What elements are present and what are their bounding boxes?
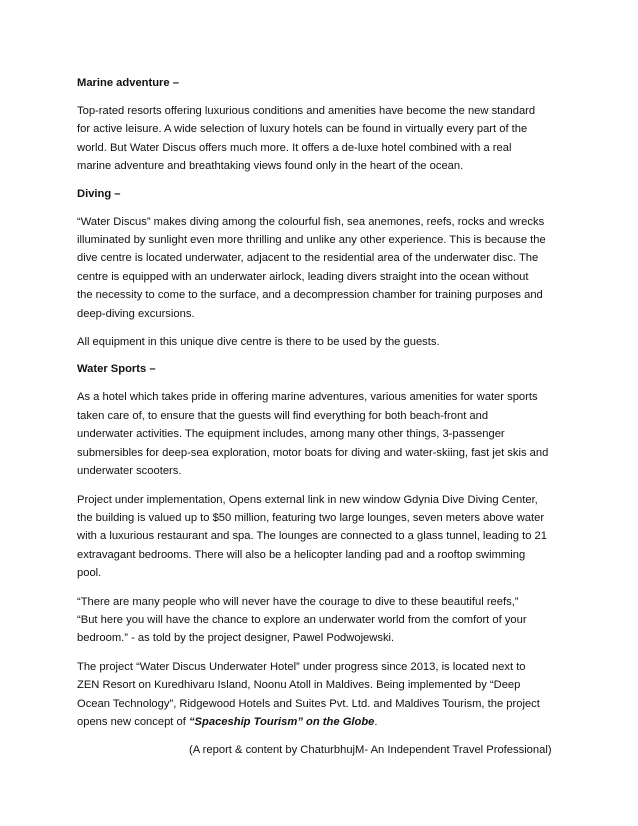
text-line: underwater scooters. — [77, 465, 182, 478]
text-line: deep-diving excursions. — [77, 307, 195, 320]
report-credit: (A report & content by ChaturbhujM- An Independent Travel Professional) — [189, 744, 552, 757]
text-line: with a luxurious restaurant and spa. The lounges are connected to a glass tunnel, leading to 21 — [77, 530, 547, 543]
paragraph-diving — [77, 213, 567, 323]
text-line: the building is valued up to $50 million, featuring two large lounges, seven meters above water — [77, 511, 545, 524]
text-line: bedroom.” - as told by the project designer, Pawel Podwojewski. — [77, 632, 395, 645]
document-page — [77, 75, 567, 760]
text-line: Top-rated resorts offering luxurious conditions and amenities have become the new standard — [77, 105, 536, 117]
paragraph-water-sports — [77, 388, 567, 480]
text-line: illuminated by sunlight even more thrilling and unlike any other experience. This is because the — [77, 234, 546, 247]
paragraph-marine-adventure — [77, 102, 567, 176]
heading-water-sports: Water Sports – — [77, 363, 156, 376]
text-line: As a hotel which takes pride in offering marine adventures, various amenities for water sports — [77, 391, 538, 404]
text-segment: . — [374, 715, 378, 728]
heading-marine-adventure: Marine adventure – — [77, 77, 179, 89]
text-line: “But here you will have the chance to explore an underwater world from the comfort of your — [77, 613, 527, 626]
text-line: pool. — [77, 567, 102, 580]
text-line: “Water Discus” makes diving among the colourful fish, sea anemones, reefs, rocks and wrecks — [77, 215, 545, 228]
text-line: centre is equipped with an underwater airlock, leading divers straight into the ocean without — [77, 270, 529, 283]
text-line: underwater activities. The equipment includes, among many other things, 3-passenger — [77, 428, 505, 441]
text-line: The project “Water Discus Underwater Hotel” under progress since 2013, is located next to — [77, 660, 526, 673]
text-line: marine adventure and breathtaking views found only in the heart of the ocean. — [77, 160, 464, 173]
text-line: submersibles for deep-sea exploration, motor boats for diving and water-skiing, fast jet skis and — [77, 446, 549, 459]
text-line: taken care of, to ensure that the guests will find everything for both beach-front and — [77, 409, 489, 422]
paragraph-project — [77, 491, 567, 583]
text-line: All equipment in this unique dive centre is there to be used by the guests. — [77, 336, 440, 349]
paragraph-status — [77, 658, 567, 732]
text-line: for active leisure. A wide selection of luxury hotels can be found in virtually every part of the — [77, 123, 528, 136]
heading-diving: Diving – — [77, 187, 121, 200]
text-line: Ocean Technology”, Ridgewood Hotels and Suites Pvt. Ltd. and Maldives Tourism, the project — [77, 697, 540, 710]
text-line: the necessity to come to the surface, and a decompression chamber for training purposes and — [77, 289, 543, 302]
text-line: extravagant bedrooms. There will also be a helicopter landing pad and a rooftop swimming — [77, 548, 526, 561]
text-line: Project under implementation, Opens external link in new window Gdynia Dive Diving Center, — [77, 493, 538, 506]
text-line-last — [77, 713, 567, 731]
text-segment: opens new concept of — [77, 715, 189, 728]
text-line: world. But Water Discus offers much more. It offers a de-luxe hotel combined with a real — [77, 141, 512, 154]
paragraph-equipment — [77, 333, 567, 351]
paragraph-quote — [77, 593, 567, 648]
text-line: dive centre is located underwater, adjacent to the residential area of the underwater disc. The — [77, 252, 539, 265]
spaceship-tourism-emphasis: “Spaceship Tourism” on the Globe — [188, 715, 375, 728]
text-line: ZEN Resort on Kuredhivaru Island, Noonu Atoll in Maldives. Being implemented by “Deep — [77, 679, 521, 692]
text-line: “There are many people who will never have the courage to dive to these beautiful reefs,” — [77, 595, 519, 608]
